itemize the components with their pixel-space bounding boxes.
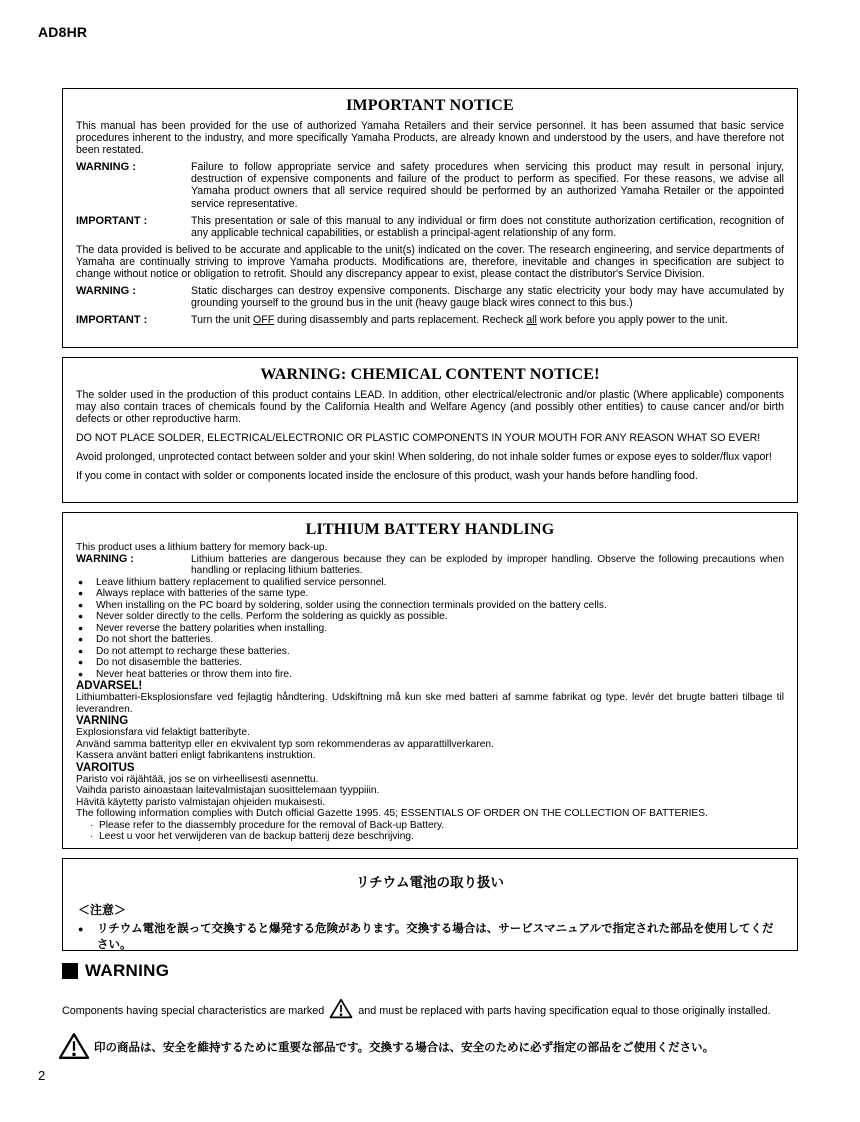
bullet-icon: ● [78,611,84,621]
dutch-note: The following information complies with Dutch official Gazette 1995. 45; ESSENTIALS OF ORDER ON THE COLLECTION OF BATTERIES. [76,808,708,819]
important-notice-title: IMPORTANT NOTICE [346,97,514,114]
bullet-text: Do not short the batteries. [96,634,214,645]
lithium-intro: This product uses a lithium battery for memory back-up. [76,542,328,553]
chemical-paragraph: DO NOT PLACE SOLDER, ELECTRICAL/ELECTRONIC OR PLASTIC COMPONENTS IN YOUR MOUTH FOR ANY REASON WHAT SO EVER! [76,432,761,445]
warning-static-item [76,285,784,309]
lithium-bullet-item [76,623,784,635]
footer-japanese-text: 印の商品は、安全を維持するために重要な部品です。交換する場合は、安全のために必ず指定の部品をご使用ください。 [94,1042,715,1054]
varning-line: Explosionsfara vid felaktigt batteribyte. [76,727,250,738]
bullet-text: Please refer to the diassembly procedure for the removal of Back-up Battery. [99,819,445,831]
varning-line: Använd samma batterityp eller en ekvivalent typ som rekommenderas av apparattillverkaren. [76,738,494,750]
text-segment: Components having special characteristics are marked [62,1005,325,1017]
footer-warning-heading [62,961,169,981]
footer-japanese-line [58,1032,818,1063]
underlined-word: OFF [253,314,275,327]
text-segment: during disassembly and parts replacement. Recheck [274,314,527,327]
dot-icon: · [90,831,94,842]
dutch-bullet-item [76,820,784,832]
bullet-icon: ● [78,599,84,610]
important-off-text [191,314,784,326]
warning-triangle-icon [58,1032,90,1063]
underlined-word: all [526,314,537,327]
warning-text: Failure to follow appropriate service and safety procedures when servicing this product may result in personal injury, destruction of expensive components and failure of the product to perform as specified. For these reasons, we advise all Yamaha product owners that all service required should be performed by an authorized Yamaha Retailer or the appointed service representative. [191,161,784,210]
lithium-battery-box [62,512,798,849]
dutch-bullet-item [76,831,784,843]
varning-line: Kassera använt batteri enligt fabrikantens instruktion. [76,750,316,761]
advarsel-title: ADVARSEL! [76,680,143,692]
bullet-icon: ● [78,622,84,633]
warning-label: WARNING : [76,161,136,174]
bullet-icon: ● [78,634,84,644]
lithium-bullet-item [76,577,784,589]
footer-components-paragraph [62,998,774,1024]
lithium-bullet-item [76,611,784,623]
footer-warning-title: WARNING [85,961,170,980]
bullet-text: When installing on the PC board by soldering, solder using the connection terminals provided on the battery cells. [96,599,607,611]
text-segment: and must be replaced with parts having specification equal to those originally installed. [358,1005,771,1017]
dot-icon: · [90,819,94,831]
bullet-text: Leave lithium battery replacement to qualified service personnel. [96,576,387,588]
japanese-notice-box [62,858,798,951]
important-notice-box [62,88,798,348]
bullet-text: Never reverse the battery polarities when installing. [96,622,328,634]
japanese-notice-title: リチウム電池の取り扱い [355,875,505,890]
lithium-bullet-item [76,669,784,681]
warning-item [76,161,784,209]
bullet-icon: ● [78,924,84,934]
japanese-bullet-text: リチウム電池を誤って交換すると爆発する危険があります。交換する場合は、サービスマニュアルで指定された部品を使用してください。 [97,923,774,951]
varoitus-title: VAROITUS [76,761,135,774]
important-off-item [76,314,784,326]
text-segment: Turn the unit [191,314,254,327]
black-square-icon [62,963,78,979]
chemical-paragraph: The solder used in the production of this product contains LEAD. In addition, other electrical/electronic and/or plastic (Where applicable) components may also contain traces of chemicals found by the California Health and Welfare Agency (and possibly other entities) to cause cancer and/or birth defects or other reproductive harm. [76,389,784,426]
lithium-bullet-item [76,588,784,600]
data-provided-paragraph: The data provided is belived to be accurate and applicable to the unit(s) indicated on the cover. The research engineering, and service departments of Yamaha are continually striving to improve Yamaha products. Modifications are, therefore, inevitable and changes in specification are subject to change without notice or obligation to retrofit. Should any discrepancy appear to exist, please contact the distributor's Service Division. [76,243,784,281]
important-notice-intro: This manual has been provided for the use of authorized Yamaha Retailers and their service personnel. It has been assumed that basic service procedures inherent to the industry, and more specifically Yamaha Products, are already known and understood by the users, and have therefore not been restated. [76,120,784,157]
japanese-bullet-item [76,922,784,951]
important-text: This presentation or sale of this manual to any individual or firm does not constitute authorization certification, recognition of any applicable technical capabilities, or establish a principal-agent relationship of any form. [191,214,784,239]
page-number: 2 [38,1068,46,1083]
varning-title: VARNING [76,715,129,727]
varoitus-line: Hävitä käytetty paristo valmistajan ohjeiden mukaisesti. [76,796,326,808]
important-label: IMPORTANT : [76,214,148,227]
chemical-notice-box [62,357,798,503]
chemical-notice-title: WARNING: CHEMICAL CONTENT NOTICE! [260,366,600,383]
bullet-icon: ● [78,588,84,598]
bullet-text: Do not disasemble the batteries. [96,657,243,668]
bullet-text: Do not attempt to recharge these batteries. [96,645,290,657]
bullet-icon: ● [78,645,84,656]
page-title: AD8HR [38,24,88,40]
lithium-bullet-item [76,634,784,646]
lithium-title: LITHIUM BATTERY HANDLING [305,521,555,538]
warning-triangle-icon [329,998,353,1024]
warning-label: WARNING : [76,552,134,565]
bullet-text: Never solder directly to the cells. Perform the soldering as quickly as possible. [96,611,448,622]
varoitus-line: Vaihda paristo ainoastaan laitevalmistajan suosittelemaan tyyppiiin. [76,785,380,796]
warning-label: WARNING : [76,285,136,298]
bullet-icon: ● [78,576,84,587]
japanese-caution-label: ＜注意＞ [78,903,127,917]
important-item [76,215,784,239]
important-label: IMPORTANT : [76,314,148,327]
chemical-paragraph: Avoid prolonged, unprotected contact between solder and your skin! When soldering, do not inhale solder fumes or expose eyes to solder/flux vapor! [76,451,772,464]
text-segment: work before you apply power to the unit. [536,314,728,327]
varoitus-line: Paristo voi räjähtää, jos se on virheellisesti asennettu. [76,773,319,785]
lithium-warning-item [76,554,784,577]
lithium-bullet-item [76,646,784,658]
chemical-paragraph: If you come in contact with solder or components located inside the enclosure of this product, wash your hands before handling food. [76,470,698,483]
bullet-text: Leest u voor het verwijderen van de backup batterij deze beschrijving. [99,831,414,842]
advarsel-text: Lithiumbatteri-Eksplosionsfare ved fejlagtig håndtering. Udskiftning må kun ske med batteri af samme fabrikat og type. levér det brugte batteri tilbage til leverandren. [76,692,784,715]
lithium-warning-text: Lithium batteries are dangerous because they can be exploded by improper handling. Observe the following precautions when handling or replacing lithium batteries. [191,553,784,576]
lithium-bullet-item [76,657,784,669]
bullet-text: Never heat batteries or throw them into fire. [96,668,292,680]
bullet-icon: ● [78,657,84,667]
lithium-bullet-item [76,600,784,612]
bullet-icon: ● [78,668,84,679]
bullet-text: Always replace with batteries of the same type. [96,588,309,599]
warning-static-text: Static discharges can destroy expensive components. Discharge any static electricity your body may have accumulated by grounding yourself to the ground bus in the unit (heavy gauge black wires connect to this bus.) [191,285,784,310]
